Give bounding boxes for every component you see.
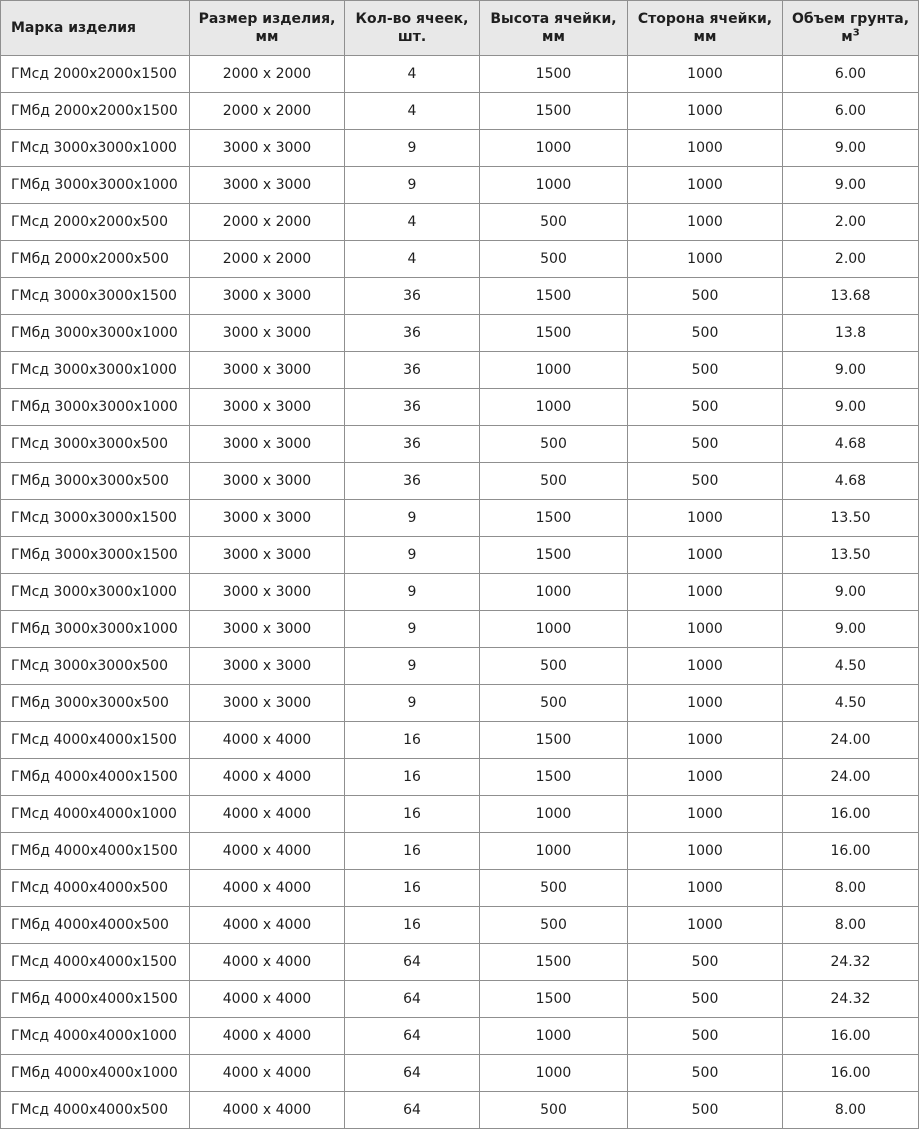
cell-cell-side: 1000	[628, 93, 783, 130]
cell-cell-side: 1000	[628, 56, 783, 93]
cell-cell-height: 500	[480, 241, 628, 278]
cell-soil-volume: 6.00	[783, 56, 919, 93]
cell-cells-count: 36	[345, 278, 480, 315]
cell-cell-height: 500	[480, 685, 628, 722]
cell-cell-height: 1500	[480, 722, 628, 759]
cell-cells-count: 9	[345, 611, 480, 648]
cell-mark: ГМбд 4000х4000х1500	[1, 981, 190, 1018]
cell-size: 3000 х 3000	[190, 537, 345, 574]
cell-cell-height: 500	[480, 426, 628, 463]
header-cell-height	[480, 1, 628, 56]
table-row	[1, 56, 919, 93]
cell-cell-height: 1000	[480, 611, 628, 648]
cell-size: 4000 х 4000	[190, 907, 345, 944]
cell-mark: ГМбд 3000х3000х1000	[1, 389, 190, 426]
cell-cell-side: 1000	[628, 611, 783, 648]
cell-mark: ГМсд 4000х4000х1500	[1, 944, 190, 981]
cell-size: 4000 х 4000	[190, 1092, 345, 1129]
cell-soil-volume: 9.00	[783, 574, 919, 611]
header-volume-line2: м	[841, 29, 853, 45]
cell-soil-volume: 2.00	[783, 204, 919, 241]
cell-cells-count: 36	[345, 352, 480, 389]
cell-soil-volume: 13.68	[783, 278, 919, 315]
cell-mark: ГМбд 3000х3000х500	[1, 685, 190, 722]
cell-cell-side: 500	[628, 1018, 783, 1055]
cell-cell-height: 1500	[480, 944, 628, 981]
header-mark-text: Марка изделия	[11, 20, 137, 36]
header-volume-line1: Объем грунта,	[791, 11, 910, 27]
cell-cell-side: 500	[628, 463, 783, 500]
cell-cells-count: 36	[345, 463, 480, 500]
cell-soil-volume: 4.50	[783, 648, 919, 685]
cell-cell-height: 500	[480, 648, 628, 685]
cell-cell-side: 500	[628, 315, 783, 352]
table-row	[1, 463, 919, 500]
cell-cell-height: 1000	[480, 1055, 628, 1092]
cell-mark: ГМсд 4000х4000х500	[1, 1092, 190, 1129]
cell-size: 4000 х 4000	[190, 833, 345, 870]
cell-cells-count: 4	[345, 93, 480, 130]
header-cells-line1: Кол-во ячеек,	[355, 11, 469, 27]
cell-soil-volume: 4.68	[783, 426, 919, 463]
cell-mark: ГМбд 3000х3000х1500	[1, 537, 190, 574]
cell-mark: ГМсд 4000х4000х500	[1, 870, 190, 907]
table-row	[1, 574, 919, 611]
table-row	[1, 685, 919, 722]
cell-mark: ГМбд 3000х3000х1000	[1, 167, 190, 204]
cell-size: 2000 х 2000	[190, 241, 345, 278]
cell-cell-height: 1000	[480, 833, 628, 870]
table-header	[1, 1, 919, 56]
header-side-line1: Сторона ячейки,	[637, 11, 773, 27]
cell-cell-height: 1000	[480, 352, 628, 389]
cell-cell-height: 1500	[480, 981, 628, 1018]
cell-cell-side: 500	[628, 1092, 783, 1129]
cell-size: 3000 х 3000	[190, 278, 345, 315]
cell-soil-volume: 24.00	[783, 722, 919, 759]
cell-cell-side: 500	[628, 278, 783, 315]
cell-soil-volume: 16.00	[783, 1055, 919, 1092]
table-row	[1, 167, 919, 204]
cell-size: 4000 х 4000	[190, 722, 345, 759]
cell-soil-volume: 16.00	[783, 796, 919, 833]
cell-cell-height: 500	[480, 870, 628, 907]
cell-cells-count: 16	[345, 722, 480, 759]
table-row	[1, 611, 919, 648]
cell-size: 3000 х 3000	[190, 389, 345, 426]
cell-cell-height: 500	[480, 204, 628, 241]
cell-mark: ГМбд 4000х4000х1500	[1, 759, 190, 796]
cell-mark: ГМсд 3000х3000х1500	[1, 500, 190, 537]
cell-soil-volume: 6.00	[783, 93, 919, 130]
cell-soil-volume: 24.32	[783, 981, 919, 1018]
cell-cell-side: 1000	[628, 870, 783, 907]
cell-cell-height: 1000	[480, 389, 628, 426]
cell-cell-height: 1500	[480, 278, 628, 315]
cell-cells-count: 64	[345, 1018, 480, 1055]
table-row	[1, 204, 919, 241]
table-row	[1, 389, 919, 426]
cell-cell-height: 500	[480, 1092, 628, 1129]
table-row	[1, 241, 919, 278]
cell-cells-count: 36	[345, 389, 480, 426]
cell-soil-volume: 8.00	[783, 1092, 919, 1129]
cell-size: 2000 х 2000	[190, 56, 345, 93]
cell-cell-side: 500	[628, 1055, 783, 1092]
table-row	[1, 759, 919, 796]
cell-size: 4000 х 4000	[190, 796, 345, 833]
table-row	[1, 648, 919, 685]
cell-cell-height: 1500	[480, 500, 628, 537]
cell-cells-count: 16	[345, 907, 480, 944]
cell-cells-count: 16	[345, 796, 480, 833]
cell-soil-volume: 4.50	[783, 685, 919, 722]
cell-mark: ГМбд 3000х3000х500	[1, 463, 190, 500]
cell-cell-height: 1500	[480, 315, 628, 352]
cell-mark: ГМсд 4000х4000х1000	[1, 796, 190, 833]
header-side-line2: мм	[693, 29, 717, 45]
cell-mark: ГМбд 2000х2000х500	[1, 241, 190, 278]
table-row	[1, 722, 919, 759]
cell-cell-side: 1000	[628, 241, 783, 278]
header-height-line1: Высота ячейки,	[490, 11, 617, 27]
cell-mark: ГМсд 4000х4000х1000	[1, 1018, 190, 1055]
header-size	[190, 1, 345, 56]
cell-mark: ГМсд 3000х3000х500	[1, 648, 190, 685]
cell-cells-count: 9	[345, 537, 480, 574]
cell-mark: ГМбд 2000х2000х1500	[1, 93, 190, 130]
cell-size: 2000 х 2000	[190, 204, 345, 241]
header-cell-side	[628, 1, 783, 56]
cell-cells-count: 9	[345, 648, 480, 685]
cell-size: 3000 х 3000	[190, 167, 345, 204]
table-row	[1, 1055, 919, 1092]
cell-cell-side: 1000	[628, 167, 783, 204]
header-height-line2: мм	[542, 29, 565, 45]
cell-cell-side: 1000	[628, 796, 783, 833]
cell-cells-count: 9	[345, 167, 480, 204]
cell-soil-volume: 2.00	[783, 241, 919, 278]
cell-mark: ГМсд 3000х3000х1000	[1, 352, 190, 389]
cell-cells-count: 4	[345, 204, 480, 241]
cell-cells-count: 16	[345, 833, 480, 870]
cell-mark: ГМбд 3000х3000х1000	[1, 611, 190, 648]
cell-soil-volume: 13.50	[783, 500, 919, 537]
cell-mark: ГМбд 4000х4000х500	[1, 907, 190, 944]
table-row	[1, 537, 919, 574]
header-mark	[1, 1, 190, 56]
cell-mark: ГМбд 4000х4000х1000	[1, 1055, 190, 1092]
cell-cells-count: 36	[345, 426, 480, 463]
cell-mark: ГМсд 2000х2000х1500	[1, 56, 190, 93]
cell-cell-side: 1000	[628, 759, 783, 796]
cell-size: 4000 х 4000	[190, 981, 345, 1018]
cell-cell-side: 1000	[628, 204, 783, 241]
header-row	[1, 1, 919, 56]
cell-size: 2000 х 2000	[190, 93, 345, 130]
table-row	[1, 907, 919, 944]
header-size-line1: Размер изделия,	[198, 11, 336, 27]
table-row	[1, 278, 919, 315]
cell-size: 3000 х 3000	[190, 352, 345, 389]
cell-cells-count: 16	[345, 759, 480, 796]
cell-size: 3000 х 3000	[190, 463, 345, 500]
header-soil-volume	[783, 1, 919, 56]
cell-size: 4000 х 4000	[190, 1018, 345, 1055]
cell-soil-volume: 9.00	[783, 167, 919, 204]
cell-soil-volume: 8.00	[783, 870, 919, 907]
header-size-line2: мм	[255, 29, 279, 45]
cell-size: 4000 х 4000	[190, 1055, 345, 1092]
cell-size: 4000 х 4000	[190, 759, 345, 796]
cell-size: 4000 х 4000	[190, 870, 345, 907]
cell-soil-volume: 24.00	[783, 759, 919, 796]
cell-mark: ГМбд 3000х3000х1000	[1, 315, 190, 352]
cell-size: 4000 х 4000	[190, 944, 345, 981]
cell-cell-side: 500	[628, 981, 783, 1018]
table-row	[1, 315, 919, 352]
cell-cell-side: 500	[628, 352, 783, 389]
table-row	[1, 352, 919, 389]
cell-soil-volume: 8.00	[783, 907, 919, 944]
cell-cell-height: 1500	[480, 759, 628, 796]
table-row	[1, 870, 919, 907]
cell-cells-count: 9	[345, 500, 480, 537]
cell-size: 3000 х 3000	[190, 611, 345, 648]
cell-cell-side: 500	[628, 389, 783, 426]
cell-cell-height: 1500	[480, 56, 628, 93]
cell-cell-side: 1000	[628, 648, 783, 685]
cell-soil-volume: 16.00	[783, 833, 919, 870]
cell-soil-volume: 9.00	[783, 389, 919, 426]
cell-cells-count: 64	[345, 1092, 480, 1129]
header-cells-line2: шт.	[397, 29, 427, 45]
cell-soil-volume: 9.00	[783, 352, 919, 389]
cell-cell-height: 1000	[480, 167, 628, 204]
cell-mark: ГМсд 3000х3000х1500	[1, 278, 190, 315]
cell-size: 3000 х 3000	[190, 315, 345, 352]
cell-cell-side: 1000	[628, 130, 783, 167]
cell-cells-count: 9	[345, 574, 480, 611]
cell-cell-height: 1500	[480, 537, 628, 574]
cell-size: 3000 х 3000	[190, 426, 345, 463]
cell-cells-count: 16	[345, 870, 480, 907]
cell-cell-height: 1000	[480, 130, 628, 167]
cell-size: 3000 х 3000	[190, 574, 345, 611]
cell-cell-height: 1500	[480, 93, 628, 130]
cell-cell-height: 1000	[480, 574, 628, 611]
cell-mark: ГМсд 4000х4000х1500	[1, 722, 190, 759]
cell-cell-side: 1000	[628, 500, 783, 537]
cell-cell-side: 1000	[628, 907, 783, 944]
table-row	[1, 93, 919, 130]
cell-cell-side: 1000	[628, 722, 783, 759]
cell-size: 3000 х 3000	[190, 648, 345, 685]
cell-cell-side: 500	[628, 944, 783, 981]
cell-cells-count: 64	[345, 1055, 480, 1092]
cell-cells-count: 64	[345, 944, 480, 981]
table-row	[1, 130, 919, 167]
cell-cell-side: 500	[628, 426, 783, 463]
cell-mark: ГМсд 3000х3000х500	[1, 426, 190, 463]
cell-soil-volume: 13.8	[783, 315, 919, 352]
table-row	[1, 796, 919, 833]
cell-soil-volume: 13.50	[783, 537, 919, 574]
cell-cells-count: 9	[345, 130, 480, 167]
table-row	[1, 981, 919, 1018]
cell-cell-side: 1000	[628, 685, 783, 722]
cell-mark: ГМсд 2000х2000х500	[1, 204, 190, 241]
table-row	[1, 944, 919, 981]
table-row	[1, 1018, 919, 1055]
table-row	[1, 426, 919, 463]
cell-cells-count: 4	[345, 241, 480, 278]
cell-cell-height: 1000	[480, 796, 628, 833]
table-row	[1, 1092, 919, 1129]
cell-mark: ГМбд 4000х4000х1500	[1, 833, 190, 870]
header-volume-sup: 3	[852, 27, 860, 39]
table-body	[1, 56, 919, 1129]
cell-cells-count: 36	[345, 315, 480, 352]
cell-size: 3000 х 3000	[190, 685, 345, 722]
table-row	[1, 833, 919, 870]
cell-size: 3000 х 3000	[190, 130, 345, 167]
cell-soil-volume: 9.00	[783, 611, 919, 648]
cell-soil-volume: 24.32	[783, 944, 919, 981]
cell-soil-volume: 16.00	[783, 1018, 919, 1055]
cell-cell-height: 500	[480, 463, 628, 500]
cell-mark: ГМсд 3000х3000х1000	[1, 574, 190, 611]
cell-cell-height: 1000	[480, 1018, 628, 1055]
cell-soil-volume: 4.68	[783, 463, 919, 500]
cell-mark: ГМсд 3000х3000х1000	[1, 130, 190, 167]
cell-cell-side: 1000	[628, 833, 783, 870]
cell-cells-count: 4	[345, 56, 480, 93]
cell-cells-count: 9	[345, 685, 480, 722]
header-cells-count	[345, 1, 480, 56]
cell-soil-volume: 9.00	[783, 130, 919, 167]
cell-cell-height: 500	[480, 907, 628, 944]
cell-cells-count: 64	[345, 981, 480, 1018]
table-row	[1, 500, 919, 537]
cell-size: 3000 х 3000	[190, 500, 345, 537]
cell-cell-side: 1000	[628, 574, 783, 611]
cell-cell-side: 1000	[628, 537, 783, 574]
